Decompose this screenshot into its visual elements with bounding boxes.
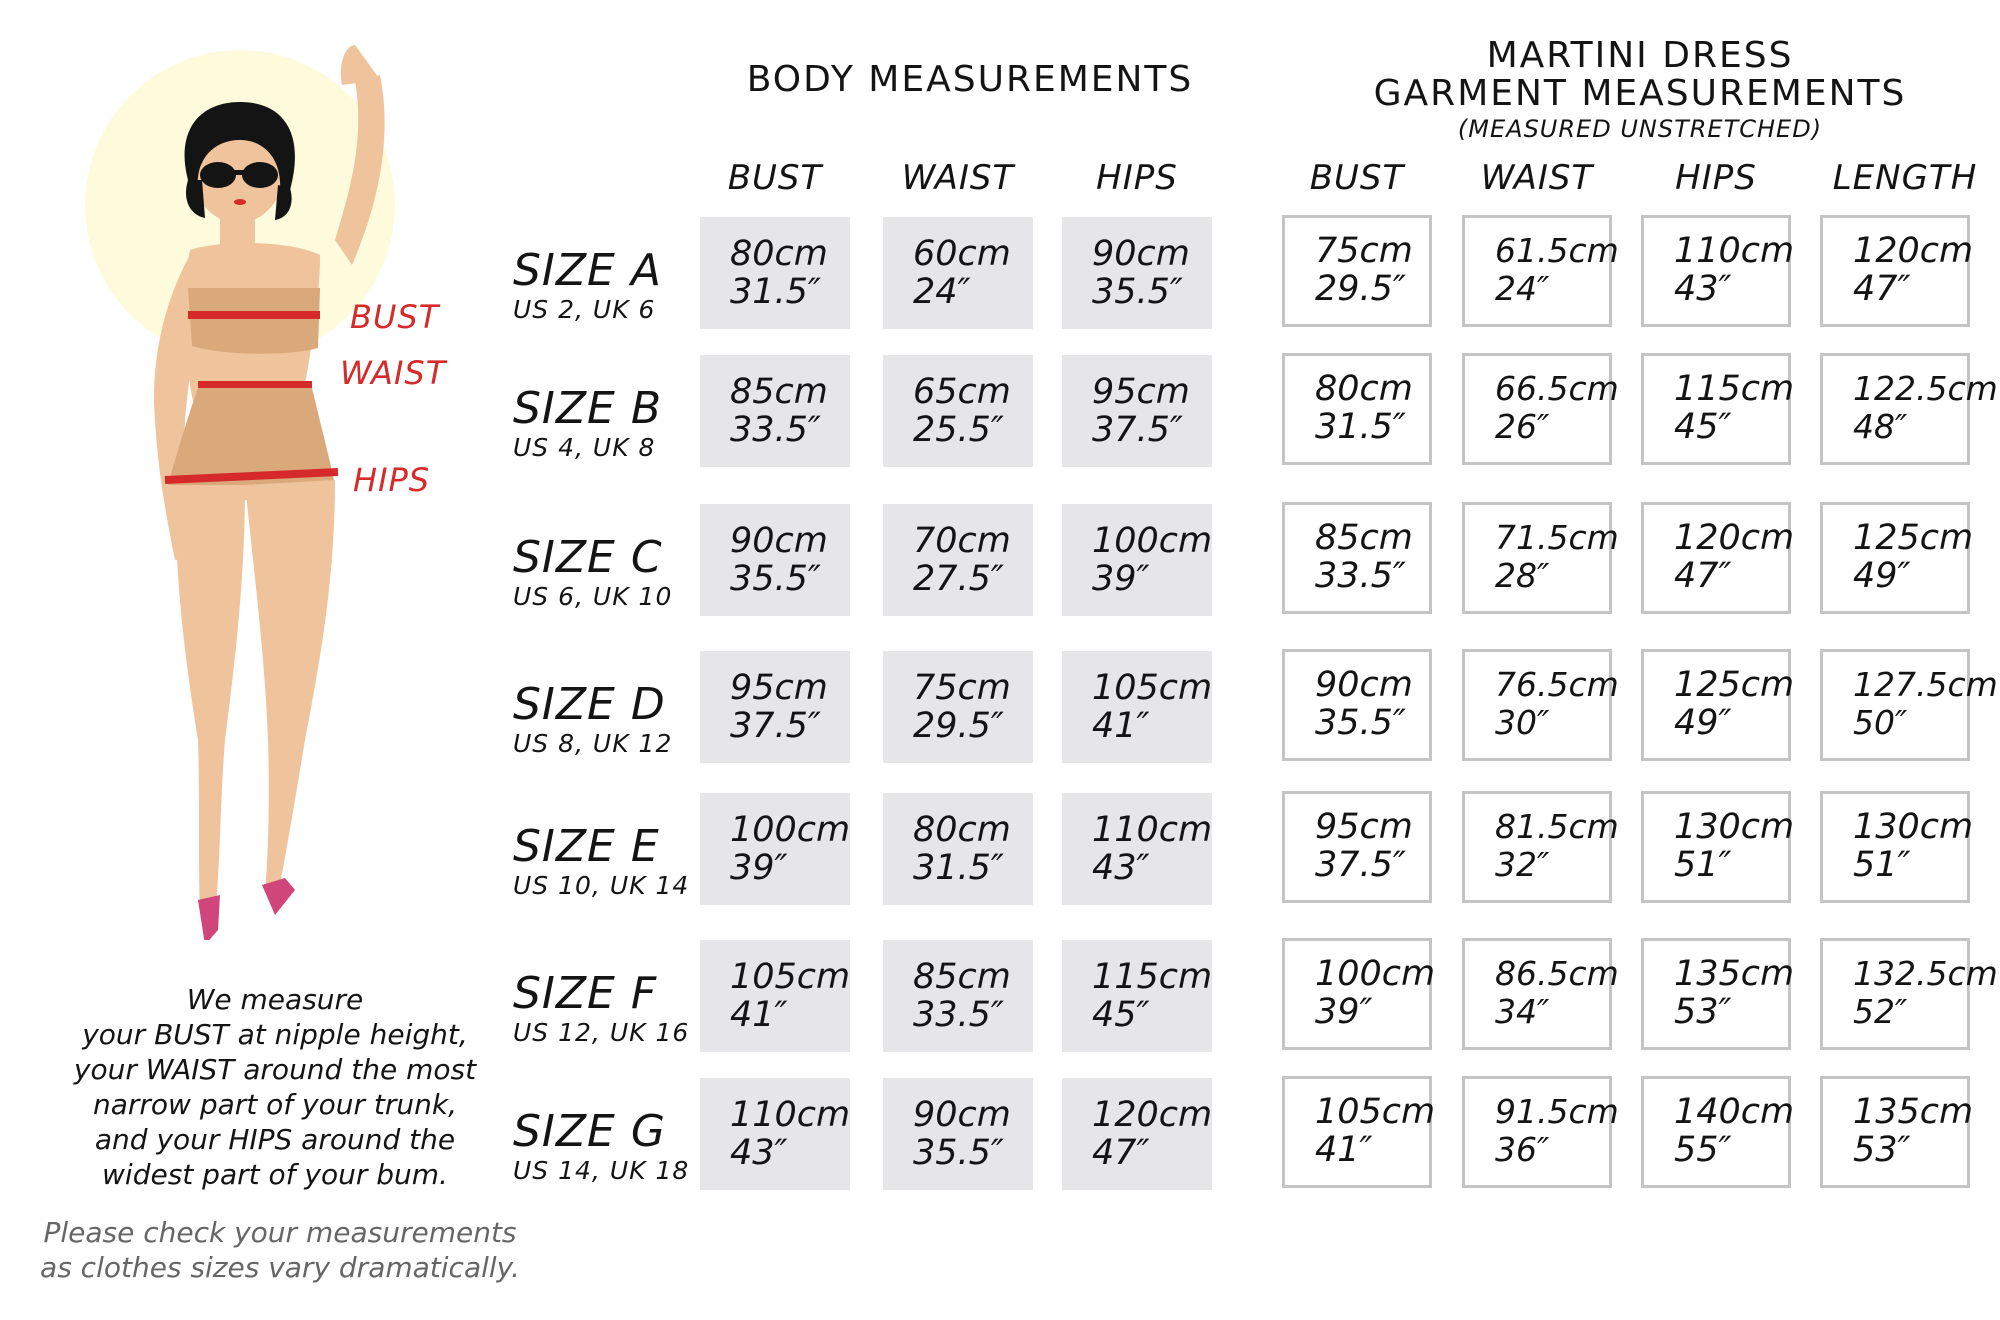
- value-cm: 91.5cm: [1495, 1092, 1619, 1131]
- size-name: SIZE B: [513, 383, 663, 434]
- note-grey-line: Please check your measurements: [43, 1216, 517, 1249]
- garment-title-line1: MARTINI DRESS: [1486, 35, 1794, 76]
- value-cm: 140cm: [1674, 1092, 1795, 1132]
- garment-measurement-cell: [1641, 215, 1795, 327]
- value-cm: 75cm: [1315, 231, 1413, 271]
- value-cm: 105cm: [1092, 668, 1213, 708]
- value-cm: 120cm: [1674, 518, 1795, 558]
- body-measurement-cell: [1062, 651, 1212, 763]
- value-cm: 105cm: [1315, 1092, 1436, 1132]
- value-cm: 90cm: [913, 1095, 1011, 1135]
- value-cm: 95cm: [1315, 807, 1413, 847]
- garment-measurement-cell: [1282, 1076, 1436, 1188]
- size-region-codes: US 6, UK 10: [513, 582, 673, 611]
- value-cm: 110cm: [1674, 231, 1795, 271]
- value-inch: 43″: [1674, 269, 1732, 309]
- figure-label-hips: HIPS: [353, 461, 431, 499]
- garment-measurement-cell: [1282, 215, 1432, 327]
- value-inch: 33.5″: [730, 410, 822, 450]
- value-inch: 47″: [1853, 269, 1911, 309]
- size-name: SIZE C: [513, 532, 663, 583]
- value-inch: 27.5″: [913, 559, 1005, 599]
- value-inch: 26″: [1495, 407, 1550, 446]
- garment-measurement-cell: [1641, 649, 1795, 761]
- col-header-garment-bust: BUST: [1309, 158, 1405, 198]
- size-name: SIZE G: [513, 1106, 666, 1157]
- size-name: SIZE A: [513, 245, 662, 296]
- garment-title-line2: GARMENT MEASUREMENTS: [1373, 73, 1907, 114]
- value-inch: 51″: [1674, 845, 1732, 885]
- value-inch: 37.5″: [1092, 410, 1184, 450]
- value-inch: 36″: [1495, 1130, 1550, 1169]
- garment-measurement-cell: [1282, 353, 1432, 465]
- col-header-garment-waist: WAIST: [1480, 158, 1594, 198]
- col-header-body-waist: WAIST: [901, 158, 1015, 198]
- value-inch: 35.5″: [1092, 272, 1184, 312]
- size-region-codes: US 12, UK 16: [513, 1018, 690, 1047]
- value-inch: 35.5″: [1315, 703, 1407, 743]
- value-cm: 81.5cm: [1495, 807, 1619, 846]
- value-inch: 31.5″: [913, 848, 1005, 888]
- size-name: SIZE F: [513, 968, 658, 1019]
- body-measurement-cell: [700, 355, 850, 467]
- value-inch: 32″: [1495, 845, 1550, 884]
- value-inch: 53″: [1674, 992, 1732, 1032]
- value-cm: 75cm: [913, 668, 1011, 708]
- body-measurement-cell: [883, 793, 1033, 905]
- value-cm: 80cm: [1315, 369, 1413, 409]
- size-region-codes: US 4, UK 8: [513, 433, 656, 462]
- note-line: widest part of your bum.: [102, 1158, 448, 1191]
- size-name: SIZE D: [513, 679, 666, 730]
- body-measurement-cell: [700, 504, 850, 616]
- value-inch: 29.5″: [913, 706, 1005, 746]
- value-inch: 34″: [1495, 992, 1550, 1031]
- value-inch: 47″: [1092, 1133, 1150, 1173]
- body-measurement-cell: [700, 940, 850, 1052]
- note-line: your BUST at nipple height,: [82, 1018, 468, 1051]
- value-cm: 110cm: [730, 1095, 851, 1135]
- value-inch: 25.5″: [913, 410, 1005, 450]
- value-cm: 90cm: [1092, 234, 1190, 274]
- value-inch: 43″: [1092, 848, 1150, 888]
- body-measurement-cell: [883, 651, 1033, 763]
- value-cm: 110cm: [1092, 810, 1213, 850]
- value-inch: 33.5″: [913, 995, 1005, 1035]
- value-cm: 90cm: [1315, 665, 1413, 705]
- value-cm: 105cm: [730, 957, 851, 997]
- body-measurement-cell: [883, 217, 1033, 329]
- value-inch: 50″: [1853, 703, 1908, 742]
- value-cm: 70cm: [913, 521, 1011, 561]
- value-inch: 28″: [1495, 556, 1550, 595]
- body-measurement-cell: [1062, 1078, 1212, 1190]
- note-line: We measure: [186, 983, 364, 1016]
- garment-measurement-cell: [1820, 502, 1974, 614]
- value-cm: 132.5cm: [1853, 954, 1998, 993]
- body-measurement-cell: [700, 217, 850, 329]
- value-cm: 95cm: [1092, 372, 1190, 412]
- value-cm: 125cm: [1853, 518, 1974, 558]
- garment-measurement-cell: [1462, 791, 1619, 903]
- garment-measurement-cell: [1282, 649, 1432, 761]
- body-measurement-cell: [883, 1078, 1033, 1190]
- value-cm: 122.5cm: [1853, 369, 1998, 408]
- value-cm: 80cm: [730, 234, 828, 274]
- garment-measurement-cell: [1820, 649, 1998, 761]
- value-cm: 130cm: [1853, 807, 1974, 847]
- note-grey-line: as clothes sizes vary dramatically.: [40, 1251, 520, 1284]
- value-cm: 115cm: [1674, 369, 1795, 409]
- value-inch: 41″: [730, 995, 788, 1035]
- value-inch: 45″: [1092, 995, 1150, 1035]
- value-cm: 90cm: [730, 521, 828, 561]
- value-inch: 48″: [1853, 407, 1908, 446]
- value-cm: 120cm: [1853, 231, 1974, 271]
- value-inch: 37.5″: [730, 706, 822, 746]
- body-measurement-cell: [883, 940, 1033, 1052]
- body-measurement-cell: [883, 355, 1033, 467]
- value-inch: 52″: [1853, 992, 1908, 1031]
- value-cm: 61.5cm: [1495, 231, 1619, 270]
- garment-subtitle: (MEASURED UNSTRETCHED): [1457, 115, 1823, 143]
- garment-measurement-cell: [1641, 353, 1795, 465]
- value-cm: 135cm: [1674, 954, 1795, 994]
- value-cm: 100cm: [1315, 954, 1436, 994]
- body-measurements-title: BODY MEASUREMENTS: [746, 59, 1194, 100]
- value-cm: 86.5cm: [1495, 954, 1619, 993]
- value-cm: 130cm: [1674, 807, 1795, 847]
- value-inch: 51″: [1853, 845, 1911, 885]
- col-header-body-bust: BUST: [727, 158, 823, 198]
- value-inch: 49″: [1853, 556, 1911, 596]
- body-measurement-cell: [1062, 940, 1212, 1052]
- garment-measurement-cell: [1641, 1076, 1795, 1188]
- col-header-body-hips: HIPS: [1096, 158, 1178, 198]
- garment-measurement-cell: [1282, 502, 1432, 614]
- value-inch: 55″: [1674, 1130, 1732, 1170]
- body-measurement-cell: [700, 1078, 850, 1190]
- value-cm: 125cm: [1674, 665, 1795, 705]
- garment-measurement-cell: [1820, 215, 1974, 327]
- garment-measurement-cell: [1462, 938, 1619, 1050]
- value-inch: 43″: [730, 1133, 788, 1173]
- note-line: and your HIPS around the: [94, 1123, 456, 1156]
- value-inch: 31.5″: [1315, 407, 1407, 447]
- body-measurement-cell: [700, 651, 850, 763]
- value-inch: 30″: [1495, 703, 1550, 742]
- value-cm: 85cm: [730, 372, 828, 412]
- value-inch: 39″: [730, 848, 788, 888]
- value-cm: 135cm: [1853, 1092, 1974, 1132]
- value-cm: 85cm: [1315, 518, 1413, 558]
- garment-measurement-cell: [1820, 791, 1974, 903]
- value-inch: 39″: [1315, 992, 1373, 1032]
- garment-measurement-cell: [1462, 502, 1619, 614]
- body-measurement-cell: [700, 793, 850, 905]
- garment-measurement-cell: [1282, 791, 1432, 903]
- note-line: narrow part of your trunk,: [92, 1088, 458, 1121]
- garment-measurement-cell: [1462, 649, 1619, 761]
- garment-measurement-cell: [1820, 1076, 1974, 1188]
- garment-measurement-cell: [1462, 1076, 1619, 1188]
- size-region-codes: US 14, UK 18: [513, 1156, 690, 1185]
- garment-measurement-cell: [1820, 353, 1998, 465]
- value-cm: 115cm: [1092, 957, 1213, 997]
- value-cm: 76.5cm: [1495, 665, 1619, 704]
- figure-label-waist: WAIST: [340, 354, 447, 392]
- value-cm: 100cm: [1092, 521, 1213, 561]
- body-measurement-cell: [1062, 793, 1212, 905]
- size-region-codes: US 10, UK 14: [513, 871, 690, 900]
- value-inch: 24″: [913, 272, 971, 312]
- value-inch: 41″: [1092, 706, 1150, 746]
- value-inch: 37.5″: [1315, 845, 1407, 885]
- value-cm: 60cm: [913, 234, 1011, 274]
- value-inch: 24″: [1495, 269, 1550, 308]
- garment-measurement-cell: [1641, 938, 1795, 1050]
- body-measurement-cell: [1062, 355, 1212, 467]
- value-inch: 41″: [1315, 1130, 1373, 1170]
- value-cm: 85cm: [913, 957, 1011, 997]
- value-cm: 127.5cm: [1853, 665, 1998, 704]
- value-cm: 66.5cm: [1495, 369, 1619, 408]
- col-header-garment-hips: HIPS: [1675, 158, 1757, 198]
- body-measurement-cell: [883, 504, 1033, 616]
- body-measurement-cell: [1062, 217, 1212, 329]
- value-inch: 39″: [1092, 559, 1150, 599]
- value-inch: 45″: [1674, 407, 1732, 447]
- garment-measurement-cell: [1641, 502, 1795, 614]
- value-cm: 100cm: [730, 810, 851, 850]
- value-inch: 47″: [1674, 556, 1732, 596]
- garment-measurement-cell: [1641, 791, 1795, 903]
- value-inch: 31.5″: [730, 272, 822, 312]
- note-line: your WAIST around the most: [73, 1053, 477, 1086]
- value-inch: 53″: [1853, 1130, 1911, 1170]
- value-inch: 35.5″: [913, 1133, 1005, 1173]
- garment-measurement-cell: [1462, 353, 1619, 465]
- value-cm: 71.5cm: [1495, 518, 1619, 557]
- value-cm: 95cm: [730, 668, 828, 708]
- size-region-codes: US 2, UK 6: [513, 295, 656, 324]
- garment-measurement-cell: [1282, 938, 1436, 1050]
- garment-measurement-cell: [1462, 215, 1619, 327]
- col-header-garment-length: LENGTH: [1832, 158, 1978, 198]
- value-inch: 33.5″: [1315, 556, 1407, 596]
- size-name: SIZE E: [513, 821, 660, 872]
- body-measurement-cell: [1062, 504, 1212, 616]
- size-region-codes: US 8, UK 12: [513, 729, 673, 758]
- value-inch: 35.5″: [730, 559, 822, 599]
- value-cm: 65cm: [913, 372, 1011, 412]
- value-cm: 120cm: [1092, 1095, 1213, 1135]
- value-inch: 49″: [1674, 703, 1732, 743]
- value-inch: 29.5″: [1315, 269, 1407, 309]
- value-cm: 80cm: [913, 810, 1011, 850]
- garment-measurement-cell: [1820, 938, 1998, 1050]
- figure-label-bust: BUST: [350, 298, 440, 336]
